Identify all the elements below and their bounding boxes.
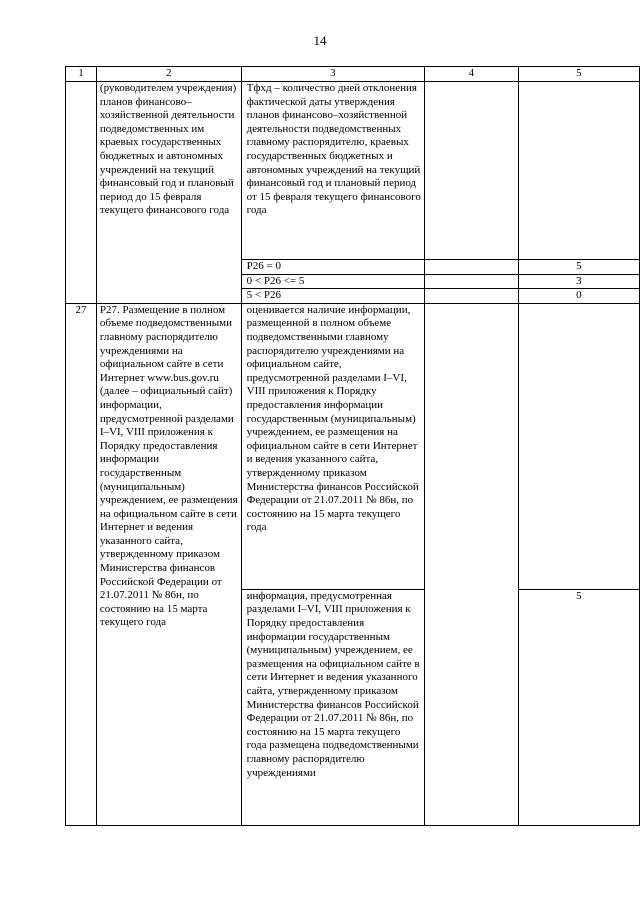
evaluation-description: оценивается наличие информации, размещенной в полном объеме подведомственными главному распорядителю учреждениями на официальном сайте, предусмотренной разделами I–VI, VIII приложения к Порядку предоставления информации государственным (муниципальным) учреждением, ее размещения на официальном сайте в сети Интернет и ведения указанного сайта, утвержденному приказом Министерства финансов Российской Федерации от 21.07.2011 № 86н, по состоянию на 15 марта текущего года [241, 303, 425, 589]
score-condition: P26 = 0 [241, 260, 425, 275]
empty-cell [425, 274, 518, 289]
header-col-2: 2 [96, 67, 241, 82]
criteria-table [65, 66, 640, 826]
score-points: 0 [518, 289, 639, 304]
empty-cell [425, 260, 518, 275]
score-condition: 5 < P26 [241, 289, 425, 304]
empty-cell [425, 82, 518, 260]
header-col-1: 1 [66, 67, 97, 82]
empty-cell [518, 303, 639, 589]
formula-description: Тфхд – количество дней отклонения фактической даты утверждения планов финансово–хозяйственной деятельности подведомственных главному распорядителю, краевых государственных бюджетных и автономных учреждений на текущий финансовый год и плановый период от 15 февраля текущего финансового года [241, 82, 425, 260]
empty-cell [518, 82, 639, 260]
row-number: 27 [66, 303, 97, 825]
score-points: 3 [518, 274, 639, 289]
score-condition: 0 < P26 <= 5 [241, 274, 425, 289]
header-col-5: 5 [518, 67, 639, 82]
table-row [66, 303, 640, 589]
score-points: 5 [518, 589, 639, 825]
score-points: 5 [518, 260, 639, 275]
page-number: 14 [313, 33, 327, 48]
empty-cell [425, 303, 518, 589]
empty-cell [425, 589, 518, 825]
indicator-description: Р27. Размещение в полном объеме подведомственными главному распорядителю учреждениями на официальном сайте в сети Интернет www.bus.gov.ru (далее – официальный сайт) информации, предусмотренной разделами I–VI, VIII приложения к Порядку предоставления информации государственным (муниципальным) учреждением, ее размещения на официальном сайте в сети Интернет и ведения указанного сайта, утвержденному приказом Министерства финансов Российской Федерации от 21.07.2011 № 86н, по состоянию на 15 марта текущего года [96, 303, 241, 825]
header-row [66, 67, 640, 82]
score-condition: информация, предусмотренная разделами I–VI, VIII приложения к Порядку предоставления информации государственным (муниципальным) учреждением, ее размещения на официальном сайте в сети Интернет и ведения указанного сайта, утвержденному приказом Министерства финансов Российской Федерации от 21.07.2011 № 86н, по состоянию на 15 марта текущего года размещена подведомственными главному распорядителю учреждениями [241, 589, 425, 825]
header-col-3: 3 [241, 67, 425, 82]
empty-cell [425, 289, 518, 304]
header-col-4: 4 [425, 67, 518, 82]
row-number-cell [66, 82, 97, 304]
table-row [66, 82, 640, 260]
indicator-description: (руководителем учреждения) планов финансово–хозяйственной деятельности подведомственных им краевых государственных бюджетных и автономных учреждений на текущий финансовый год и плановый период до 15 февраля текущего финансового года [96, 82, 241, 304]
